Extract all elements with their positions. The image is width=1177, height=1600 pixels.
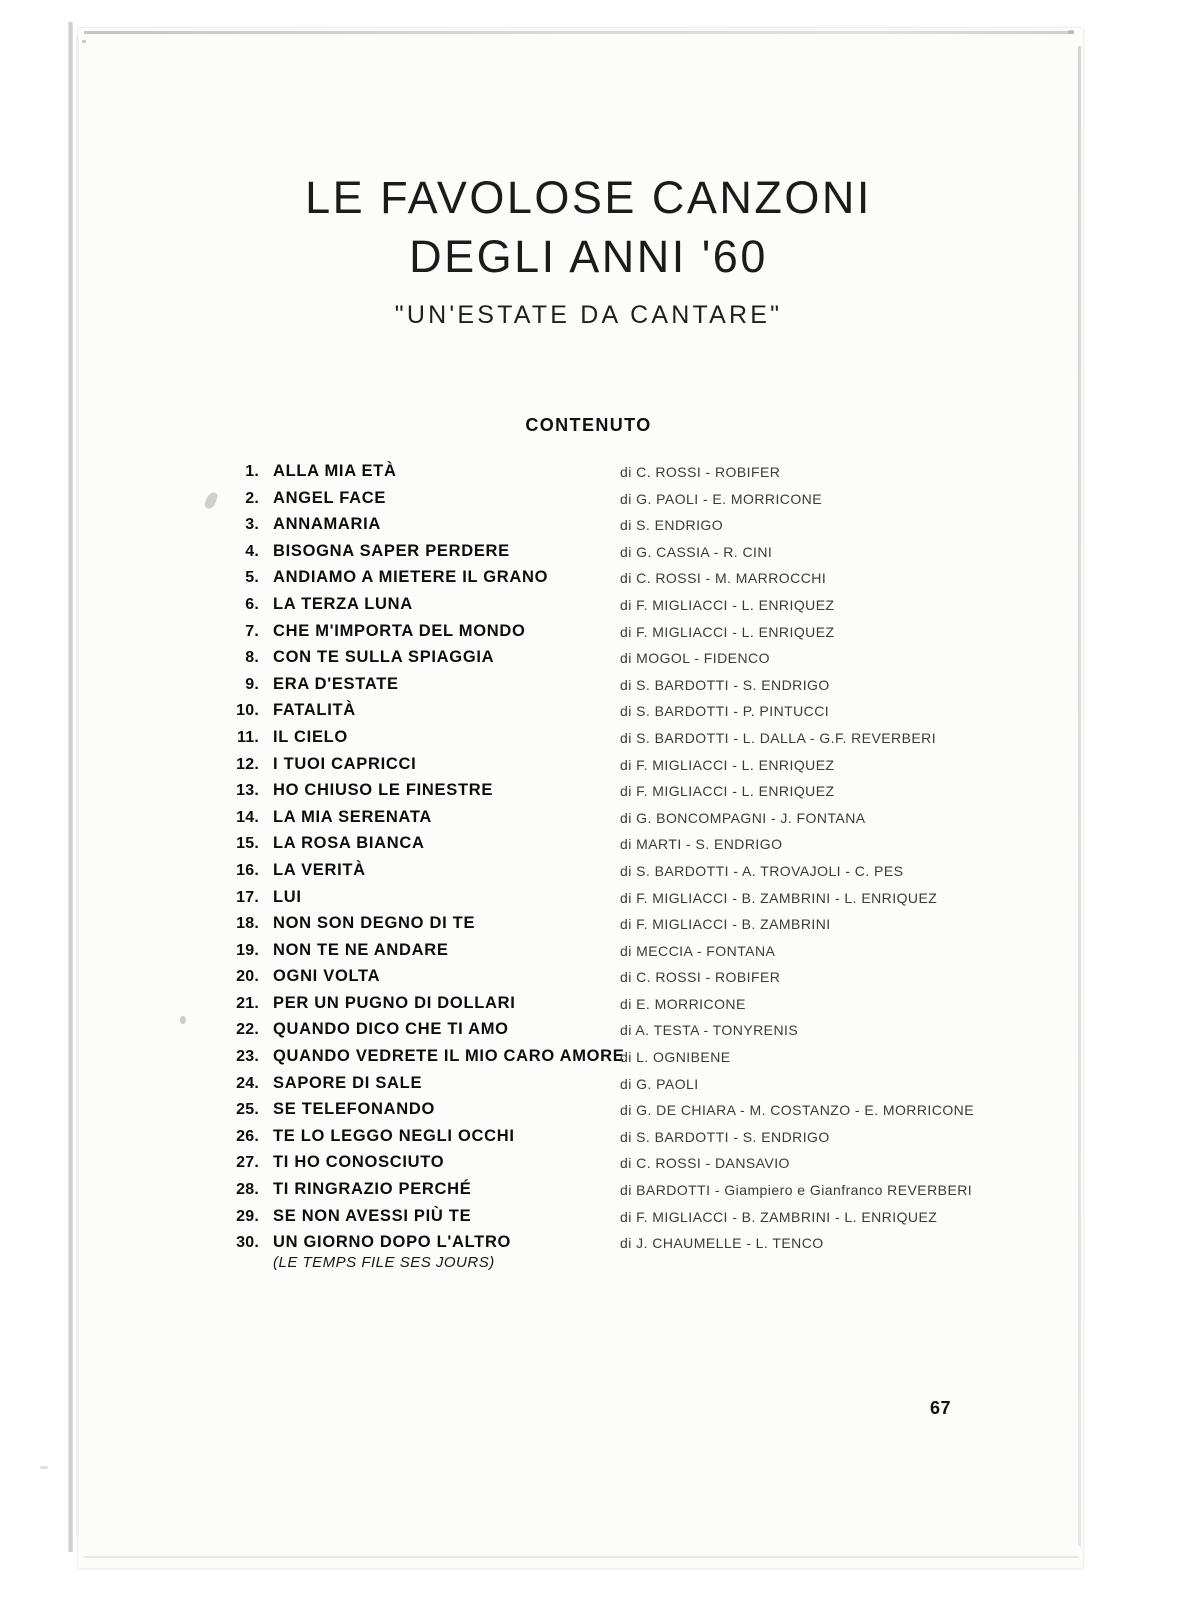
contents-row xyxy=(215,1074,1025,1101)
contents-row-author: di F. MIGLIACCI - L. ENRIQUEZ xyxy=(620,783,835,800)
contents-row-author: di S. BARDOTTI - L. DALLA - G.F. REVERBERI xyxy=(620,729,937,746)
contents-row-title: ALLA MIA ETÀ xyxy=(273,462,397,480)
contents-row-author: di J. CHAUMELLE - L. TENCO xyxy=(620,1235,824,1252)
contents-row-author: di C. ROSSI - M. MARROCCHI xyxy=(620,570,827,587)
contents-row-number: 21. xyxy=(236,994,259,1012)
pencil-dot-margin xyxy=(180,1016,186,1024)
contents-row-number: 30. xyxy=(236,1234,259,1252)
contents-row-number: 4. xyxy=(245,542,259,560)
contents-row-author: di G. PAOLI xyxy=(620,1075,699,1092)
contents-row-title: NON TE NE ANDARE xyxy=(273,940,449,959)
contents-heading: CONTENUTO xyxy=(525,415,652,435)
title-subtitle: "UN'ESTATE DA CANTARE" xyxy=(394,300,783,329)
title-line-1: LE FAVOLOSE CANZONI xyxy=(305,172,872,223)
contents-row xyxy=(215,648,1025,675)
contents-row-author: di BARDOTTI - Giampiero e Gianfranco REVERBERI xyxy=(620,1182,973,1199)
contents-row-title: NON SON DEGNO DI TE xyxy=(273,914,476,933)
contents-row-author: di S. BARDOTTI - P. PINTUCCI xyxy=(620,703,830,720)
contents-row xyxy=(215,489,1025,516)
scan-edge-bottom xyxy=(84,1556,1079,1558)
contents-row-title: BISOGNA SAPER PERDERE xyxy=(273,541,510,560)
contents-row-title: SAPORE DI SALE xyxy=(273,1073,423,1092)
contents-row-number: 5. xyxy=(245,569,259,587)
contents-row xyxy=(215,675,1025,702)
contents-row-number: 7. xyxy=(245,622,259,640)
contents-row xyxy=(215,994,1025,1021)
contents-row-number: 3. xyxy=(245,516,259,534)
contents-row-title: QUANDO VEDRETE IL MIO CARO AMORE xyxy=(273,1047,625,1066)
contents-row-title: CHE M'IMPORTA DEL MONDO xyxy=(273,621,526,640)
contents-row-author: di F. MIGLIACCI - B. ZAMBRINI - L. ENRIQUEZ xyxy=(620,1208,938,1225)
scan-speck xyxy=(40,1466,48,1469)
contents-row-number: 6. xyxy=(245,595,259,613)
contents-row-author: di G. PAOLI - E. MORRICONE xyxy=(620,490,823,507)
contents-row-number: 25. xyxy=(236,1101,259,1119)
contents-row-number: 17. xyxy=(236,888,259,906)
contents-row-author: di S. ENDRIGO xyxy=(620,517,724,534)
contents-row xyxy=(215,834,1025,861)
contents-row-number: 27. xyxy=(236,1154,259,1172)
scan-speck xyxy=(1068,30,1074,34)
contents-row xyxy=(215,701,1025,728)
contents-row-author: di F. MIGLIACCI - L. ENRIQUEZ xyxy=(620,623,835,640)
contents-row-title: QUANDO DICO CHE TI AMO xyxy=(273,1020,509,1039)
contents-row xyxy=(215,755,1025,782)
contents-row-title: FATALITÀ xyxy=(273,701,356,720)
contents-row-author: di MARTI - S. ENDRIGO xyxy=(620,836,783,853)
contents-row xyxy=(215,808,1025,835)
contents-row-number: 10. xyxy=(236,702,259,720)
contents-row-author: di C. ROSSI - ROBIFER xyxy=(620,969,781,986)
contents-row xyxy=(215,1047,1025,1074)
page-title xyxy=(0,168,1177,330)
contents-row-number: 11. xyxy=(237,728,259,746)
contents-row xyxy=(215,622,1025,649)
contents-row xyxy=(215,888,1025,915)
contents-row-author: di F. MIGLIACCI - B. ZAMBRINI xyxy=(620,916,831,933)
contents-row xyxy=(215,1127,1025,1154)
contents-row-author: di G. CASSIA - R. CINI xyxy=(620,543,773,560)
contents-row xyxy=(215,542,1025,569)
contents-row xyxy=(215,941,1025,968)
contents-row-number: 22. xyxy=(236,1021,259,1039)
contents-row-number: 13. xyxy=(236,782,259,800)
contents-row-number: 15. xyxy=(236,835,259,853)
contents-row-author: di F. MIGLIACCI - B. ZAMBRINI - L. ENRIQUEZ xyxy=(620,889,938,906)
contents-row-number: 19. xyxy=(236,941,259,959)
contents-row-author: di C. ROSSI - ROBIFER xyxy=(620,464,781,480)
contents-row-number: 9. xyxy=(245,675,259,693)
contents-row-author: di C. ROSSI - DANSAVIO xyxy=(620,1155,790,1172)
scan-edge-top xyxy=(84,31,1074,34)
contents-row-subtitle: (LE TEMPS FILE SES JOURS) xyxy=(273,1253,495,1271)
contents-row-title: CON TE SULLA SPIAGGIA xyxy=(273,648,495,667)
contents-row-title: ANDIAMO A MIETERE IL GRANO xyxy=(273,568,549,587)
contents-row-author: di F. MIGLIACCI - L. ENRIQUEZ xyxy=(620,596,835,613)
contents-row xyxy=(215,1233,1025,1260)
contents-row xyxy=(215,1020,1025,1047)
contents-row-number: 2. xyxy=(245,489,259,507)
contents-row xyxy=(215,595,1025,622)
contents-row-title: HO CHIUSO LE FINESTRE xyxy=(273,781,494,800)
contents-row-title: SE TELEFONANDO xyxy=(273,1100,435,1119)
contents-row-title: IL CIELO xyxy=(273,727,348,746)
contents-row-number: 20. xyxy=(236,968,259,986)
contents-row-title: ANGEL FACE xyxy=(273,488,387,507)
contents-row-number: 26. xyxy=(236,1127,259,1145)
contents-row-number: 24. xyxy=(236,1074,259,1092)
contents-row-author: di F. MIGLIACCI - L. ENRIQUEZ xyxy=(620,756,835,773)
contents-row-author: di S. BARDOTTI - A. TROVAJOLI - C. PES xyxy=(620,862,904,879)
contents-row-title: PER UN PUGNO DI DOLLARI xyxy=(273,993,516,1012)
contents-row-title: SE NON AVESSI PIÙ TE xyxy=(273,1206,472,1225)
contents-row xyxy=(215,1100,1025,1127)
contents-row-title: TI RINGRAZIO PERCHÉ xyxy=(273,1180,472,1199)
contents-row xyxy=(215,515,1025,542)
contents-row-number: 1. xyxy=(245,463,259,480)
contents-row-title: LA TERZA LUNA xyxy=(273,594,413,613)
contents-row-author: di MOGOL - FIDENCO xyxy=(620,650,770,667)
contents-row-title: LA VERITÀ xyxy=(273,860,366,879)
title-line-2: DEGLI ANNI '60 xyxy=(409,231,768,283)
contents-row-author: di L. OGNIBENE xyxy=(620,1049,731,1066)
contents-row-title: TE LO LEGGO NEGLI OCCHI xyxy=(273,1126,515,1145)
contents-row-author: di G. DE CHIARA - M. COSTANZO - E. MORRICONE xyxy=(620,1102,975,1119)
contents-row-author: di S. BARDOTTI - S. ENDRIGO xyxy=(620,676,830,693)
contents-row xyxy=(215,1207,1025,1234)
contents-row-number: 14. xyxy=(236,808,259,826)
contents-row-number: 8. xyxy=(245,649,259,667)
contents-row xyxy=(215,914,1025,941)
contents-row xyxy=(215,861,1025,888)
contents-row-number: 29. xyxy=(236,1207,259,1225)
contents-row-number: 16. xyxy=(236,861,259,879)
contents-row xyxy=(215,1153,1025,1180)
contents-row xyxy=(215,1180,1025,1207)
scan-speck xyxy=(82,40,86,43)
contents-list xyxy=(215,462,1025,1271)
contents-row-author: di E. MORRICONE xyxy=(620,995,746,1012)
contents-row-title: OGNI VOLTA xyxy=(273,967,381,986)
contents-row xyxy=(215,728,1025,755)
contents-row xyxy=(215,568,1025,595)
contents-row-title: UN GIORNO DOPO L'ALTRO xyxy=(273,1233,512,1252)
contents-row-title: ERA D'ESTATE xyxy=(273,674,399,693)
contents-row-author: di MECCIA - FONTANA xyxy=(620,942,776,959)
contents-row xyxy=(215,967,1025,994)
contents-row-number: 23. xyxy=(236,1048,259,1066)
contents-row-title: ANNAMARIA xyxy=(273,515,382,534)
contents-row-title: TI HO CONOSCIUTO xyxy=(273,1153,445,1172)
contents-row-number: 18. xyxy=(236,915,259,933)
contents-row-title: LA ROSA BIANCA xyxy=(273,834,425,853)
contents-row-author: di G. BONCOMPAGNI - J. FONTANA xyxy=(620,809,866,826)
contents-row-author: di A. TESTA - TONYRENIS xyxy=(620,1022,799,1039)
page-number: 67 xyxy=(930,1398,952,1418)
contents-row-number: 28. xyxy=(236,1181,259,1199)
contents-row xyxy=(215,781,1025,808)
contents-row-title: I TUOI CAPRICCI xyxy=(273,754,417,773)
contents-row-title: LUI xyxy=(273,887,302,906)
contents-row-number: 12. xyxy=(236,755,259,773)
contents-row-title: LA MIA SERENATA xyxy=(273,807,432,826)
contents-row xyxy=(215,462,1025,489)
contents-row-author: di S. BARDOTTI - S. ENDRIGO xyxy=(620,1128,830,1145)
